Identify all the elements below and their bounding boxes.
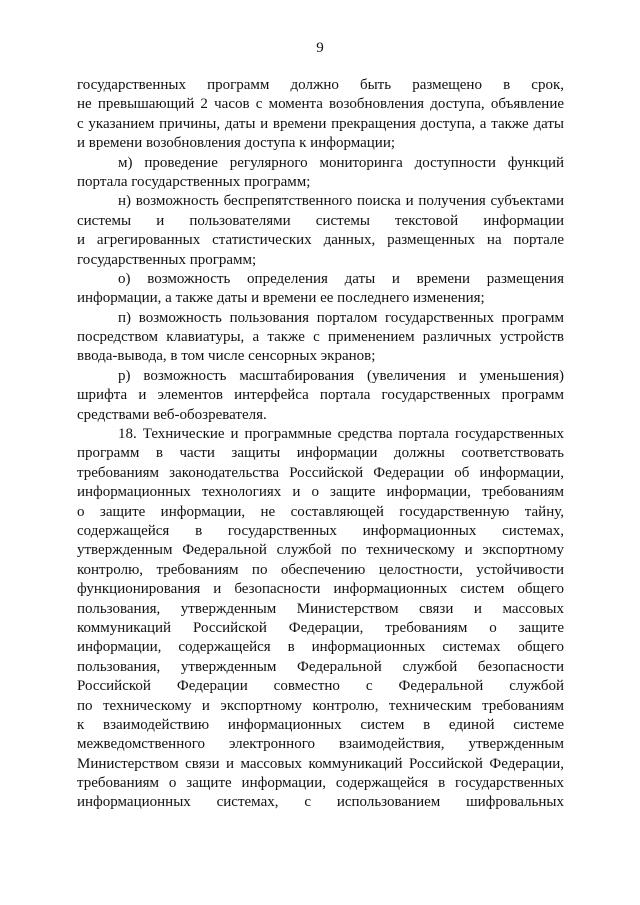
text-line: утвержденным Федеральной службой по техническому и экспортному xyxy=(77,542,564,559)
text-line: с указанием причины, даты и времени прекращения доступа, а также даты xyxy=(77,115,564,132)
text-line: средствами веб-обозревателя. xyxy=(77,406,267,423)
page-number: 9 xyxy=(316,40,324,56)
text-line: содержащейся в государственных информационных системах, xyxy=(77,522,564,539)
text-line: системы и пользователями системы текстовой информации xyxy=(77,212,564,229)
text-line: ввода-вывода, в том числе сенсорных экранов; xyxy=(77,348,376,365)
text-line: и агрегированных статистических данных, размещенных на портале xyxy=(77,232,564,249)
document-body xyxy=(77,76,564,813)
text-line: информационных системах, с использованием шифровальных xyxy=(77,794,564,811)
text-line: требованиям законодательства Российской Федерации об информации, xyxy=(77,464,564,481)
text-line: пользования, утвержденным Министерством связи и массовых xyxy=(77,600,564,617)
text-line: информационных технологиях и о защите информации, требованиям xyxy=(77,484,564,501)
text-line: Министерством связи и массовых коммуникаций Российской Федерации, xyxy=(77,755,564,772)
text-line: посредством клавиатуры, а также с применением различных устройств xyxy=(77,329,564,346)
text-line: пользования, утвержденным Федеральной службой безопасности xyxy=(77,658,564,675)
text-line: Российской Федерации совместно с Федеральной службой xyxy=(77,678,564,695)
text-line: информации, а также даты и времени ее последнего изменения; xyxy=(77,290,485,307)
text-line: о защите информации, не составляющей государственную тайну, xyxy=(77,503,564,520)
text-line: государственных программ; xyxy=(77,251,257,268)
text-line: требованиям о защите информации, содержащейся в государственных xyxy=(77,775,564,792)
text-line: межведомственного электронного взаимодействия, утвержденным xyxy=(77,736,564,753)
text-line: государственных программ должно быть размещено в срок, xyxy=(77,77,564,93)
text-line: к взаимодействию информационных систем в единой системе xyxy=(77,716,564,733)
text-line: не превышающий 2 часов с момента возобновления доступа, объявление xyxy=(77,96,564,113)
text-line: 18. Технические и программные средства портала государственных xyxy=(118,426,564,443)
text-line: программ в части защиты информации должны соответствовать xyxy=(77,445,564,462)
text-line: м) проведение регулярного мониторинга доступности функций xyxy=(118,154,564,171)
text-line: контролю, требованиям по обеспечению целостности, устойчивости xyxy=(77,561,564,578)
text-line: портала государственных программ; xyxy=(77,173,311,190)
text-line: п) возможность пользования порталом государственных программ xyxy=(118,309,564,326)
text-line: коммуникаций Российской Федерации, требованиям о защите xyxy=(77,619,564,636)
text-line: функционирования и безопасности информационных систем общего xyxy=(77,581,564,598)
text-line: информации, содержащейся в информационных системах общего xyxy=(77,639,564,656)
text-line: о) возможность определения даты и времени размещения xyxy=(118,270,564,287)
text-line: по техническому и экспортному контролю, техническим требованиям xyxy=(77,697,564,714)
text-line: н) возможность беспрепятственного поиска и получения субъектами xyxy=(118,193,564,210)
text-line: и времени возобновления доступа к информации; xyxy=(77,135,396,152)
text-line: р) возможность масштабирования (увеличения и уменьшения) xyxy=(118,367,564,384)
text-line: шрифта и элементов интерфейса портала государственных программ xyxy=(77,387,564,404)
